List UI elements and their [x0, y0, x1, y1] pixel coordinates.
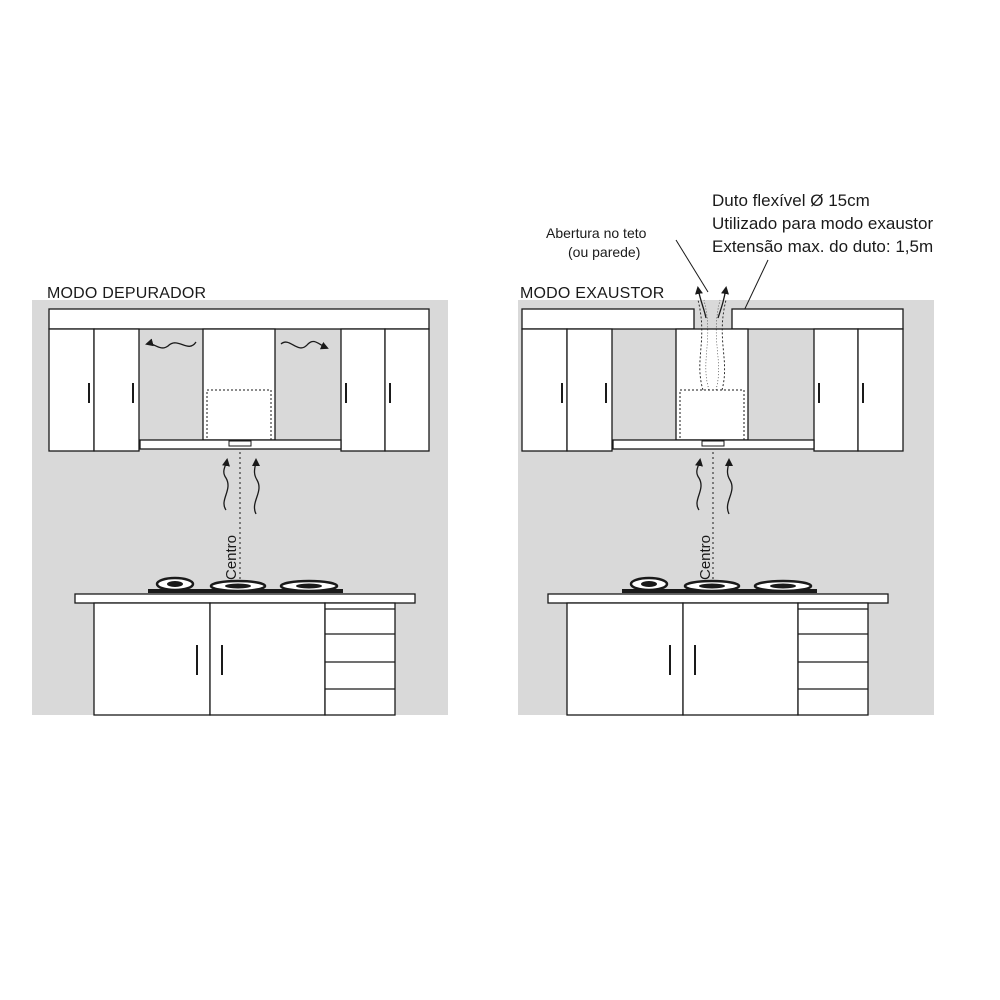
cooktop-burners: [148, 578, 343, 593]
upper-cabinets-left: [49, 329, 139, 451]
duct-note-line-2: Utilizado para modo exaustor: [712, 214, 934, 233]
exhaust-mode-panel: [518, 191, 934, 715]
upper-cabinets-right: [814, 329, 903, 451]
center-label: Centro: [697, 534, 714, 580]
hood-chimney: [203, 329, 275, 440]
cooktop-burners: [622, 578, 817, 593]
countertop: [75, 594, 415, 603]
opening-note: [546, 225, 647, 260]
upper-cabinets-right: [341, 329, 429, 451]
duct-note-line-3: Extensão max. do duto: 1,5m: [712, 237, 934, 256]
center-label: Centro: [223, 534, 240, 580]
hood-control-panel: [702, 441, 724, 446]
lower-cabinets: [94, 603, 395, 715]
lower-cabinets: [567, 603, 868, 715]
countertop: [548, 594, 888, 603]
opening-note-leader: [676, 240, 708, 292]
purifier-mode-panel: [32, 285, 448, 715]
hood-control-panel: [229, 441, 251, 446]
opening-note-line-2: (ou parede): [568, 244, 641, 260]
exhaust-mode-title: MODO EXAUSTOR: [520, 285, 665, 302]
duct-note: [712, 191, 933, 256]
upper-cabinet-top-strip: [49, 309, 429, 329]
hood-chimney: [676, 329, 748, 440]
opening-note-line-1: Abertura no teto: [546, 225, 647, 241]
upper-cabinets-left: [522, 329, 612, 451]
duct-note-line-1: Duto flexível Ø 15cm: [712, 191, 870, 210]
purifier-mode-title: MODO DEPURADOR: [47, 285, 207, 302]
upper-cabinet-top-strip-right: [732, 309, 903, 329]
upper-cabinet-top-strip-left: [522, 309, 694, 329]
